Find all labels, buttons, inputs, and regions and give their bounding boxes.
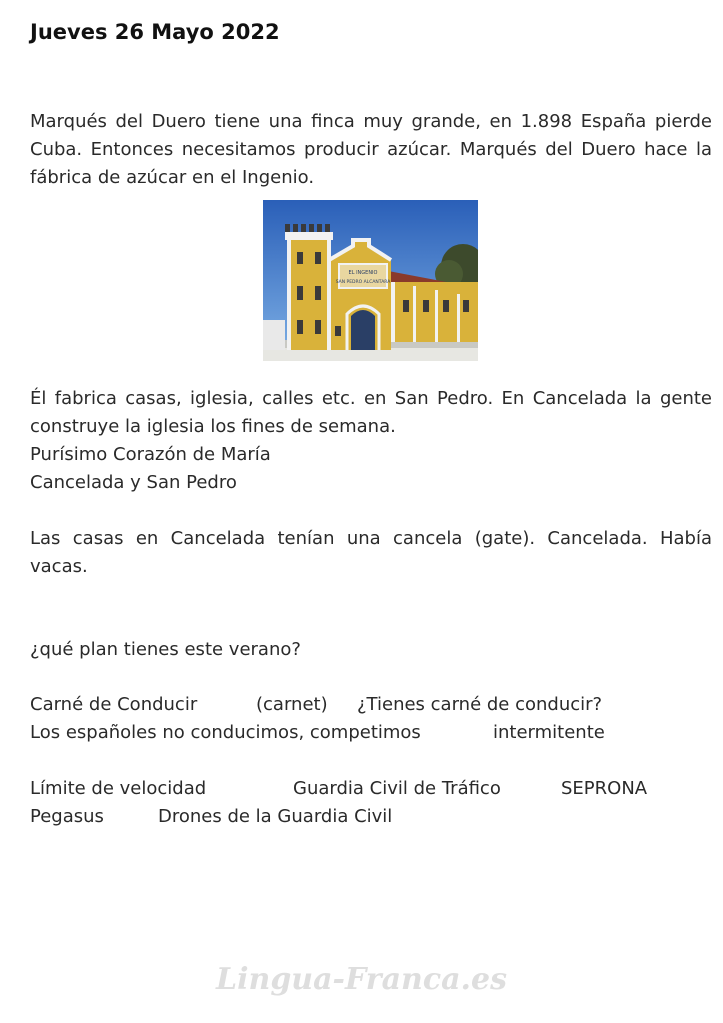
vocab-question-licence: ¿Tienes carné de conducir? bbox=[357, 694, 603, 715]
paragraph-marques: Marqués del Duero tiene una finca muy grande, en 1.898 España pierde Cuba. Entonces necesitamos producir azúcar. Marqués del Duero hace la fábrica de azúcar en el Ingenio. bbox=[30, 111, 712, 188]
ingenio-photo bbox=[263, 200, 478, 361]
page-title: Jueves 26 Mayo 2022 bbox=[30, 20, 280, 44]
vocab-indicator: intermitente bbox=[493, 722, 605, 743]
church-name: Purísimo Corazón de María bbox=[30, 444, 271, 465]
watermark-logo: Lingua-Franca.es bbox=[216, 962, 507, 997]
vocab-driving-licence: Carné de Conducir bbox=[30, 694, 198, 715]
vocab-traffic-guard: Guardia Civil de Tráfico bbox=[293, 778, 501, 799]
vocab-carnet: (carnet) bbox=[256, 694, 328, 715]
svg-text:EL INGENIO: EL INGENIO bbox=[348, 270, 378, 276]
vocab-pegasus: Pegasus bbox=[30, 806, 104, 827]
summer-question: ¿qué plan tienes este verano? bbox=[30, 639, 301, 660]
paragraph-cancelada: Las casas en Cancelada tenían una cancela (gate). Cancelada. Había vacas. bbox=[30, 528, 712, 577]
vocab-drones: Drones de la Guardia Civil bbox=[158, 806, 393, 827]
paragraph-san-pedro: Él fabrica casas, iglesia, calles etc. en San Pedro. En Cancelada la gente construye la iglesia los fines de semana. bbox=[30, 388, 712, 437]
places-line: Cancelada y San Pedro bbox=[30, 472, 237, 493]
vocab-spaniards-drive: Los españoles no conducimos, competimos bbox=[30, 722, 421, 743]
vocab-speed-limit: Límite de velocidad bbox=[30, 778, 207, 799]
vocab-seprona: SEPRONA bbox=[561, 778, 648, 799]
ingenio-building-image bbox=[263, 200, 478, 361]
svg-text:SAN PEDRO ALCANTARA: SAN PEDRO ALCANTARA bbox=[335, 280, 391, 285]
